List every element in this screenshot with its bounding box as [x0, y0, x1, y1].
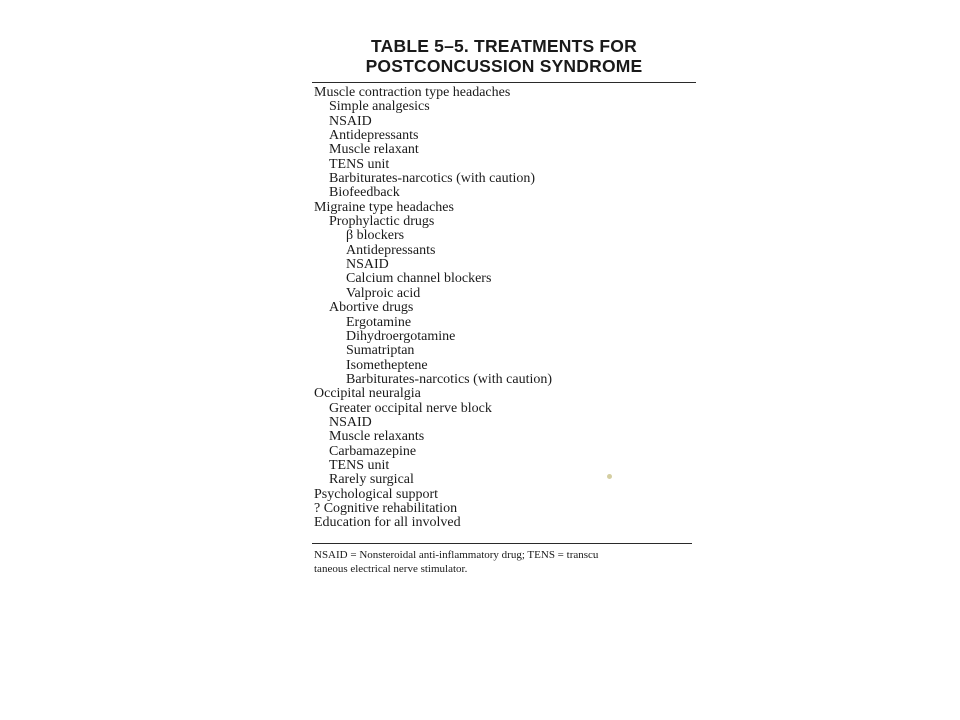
list-item: ? Cognitive rehabilitation — [314, 500, 458, 516]
list-item: Greater occipital nerve block — [329, 400, 492, 416]
list-item: Migraine type headaches — [314, 199, 454, 215]
list-item: Valproic acid — [346, 285, 421, 301]
list-item: NSAID — [329, 414, 372, 430]
list-item: Simple analgesics — [329, 99, 430, 115]
list-item: Ergotamine — [346, 314, 412, 330]
list-item: NSAID — [329, 113, 372, 129]
list-item: Prophylactic drugs — [329, 214, 435, 230]
list-item: Sumatriptan — [346, 343, 415, 359]
list-item: Barbiturates-narcotics (with caution) — [329, 171, 536, 187]
list-item: Isometheptene — [346, 357, 428, 373]
footnote-line-2: taneous electrical nerve stimulator. — [314, 562, 468, 575]
list-item: Abortive drugs — [329, 300, 414, 316]
list-item: Biofeedback — [329, 185, 400, 201]
list-item: Antidepressants — [346, 242, 436, 258]
list-item: Antidepressants — [329, 128, 419, 144]
treatment-list — [312, 86, 696, 531]
list-item: Muscle relaxant — [329, 142, 419, 158]
list-item: Dihydroergotamine — [346, 328, 456, 344]
table-page — [312, 36, 696, 576]
list-item: Calcium channel blockers — [346, 271, 492, 287]
list-item: Psychological support — [314, 486, 439, 502]
list-item: Rarely surgical — [329, 472, 414, 488]
list-item: β blockers — [346, 228, 405, 244]
scan-speck — [607, 474, 612, 479]
footnote-line-1: NSAID = Nonsteroidal anti-inflammatory drug; TENS = transcu — [314, 548, 599, 561]
table-title-line-2: POSTCONCUSSION SYNDROME — [365, 56, 643, 76]
list-item: Education for all involved — [314, 515, 461, 531]
list-item: Muscle relaxants — [329, 429, 425, 445]
list-item: Muscle contraction type headaches — [314, 85, 511, 100]
table-title-line-1: TABLE 5–5. TREATMENTS FOR — [371, 36, 637, 56]
list-item: Barbiturates-narcotics (with caution) — [346, 371, 553, 387]
table-title — [312, 36, 696, 76]
list-item: TENS unit — [329, 457, 390, 473]
table-footnote — [314, 548, 692, 576]
list-item: Occipital neuralgia — [314, 386, 421, 402]
list-item: TENS unit — [329, 156, 390, 172]
table-top-rule — [312, 82, 696, 83]
list-item: Carbamazepine — [329, 443, 417, 459]
list-item: NSAID — [346, 257, 389, 273]
table-bottom-rule — [312, 543, 692, 544]
